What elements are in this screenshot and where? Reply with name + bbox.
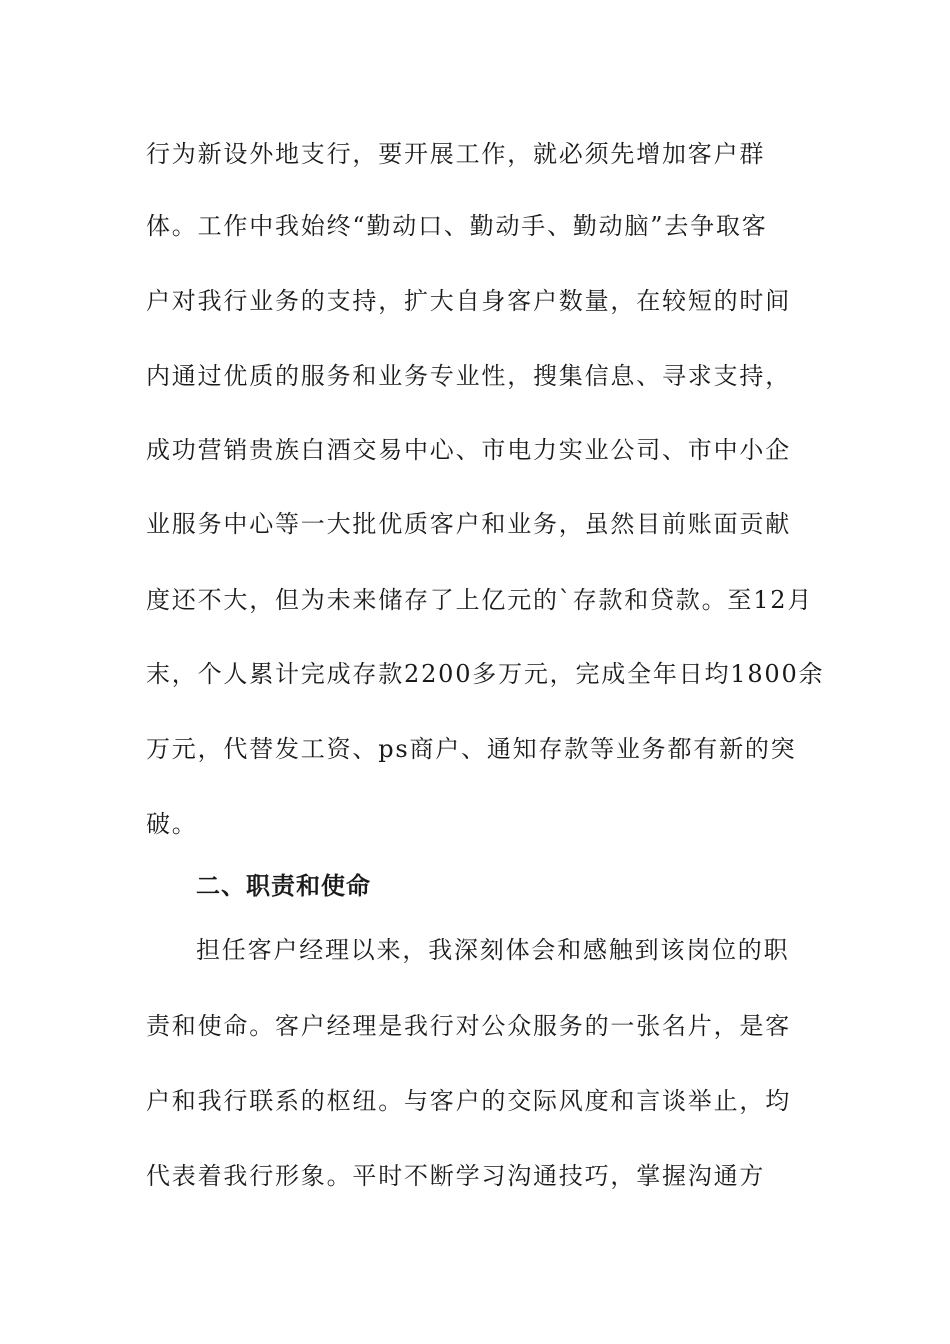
paragraph-line: 末，个人累计完成存款2200多万元，完成全年日均1800余: [146, 660, 825, 688]
paragraph-line: 体。工作中我始终“勤动口、勤动手、勤动脑”去争取客: [146, 212, 768, 240]
paragraph-line: 度还不大，但为未来储存了上亿元的`存款和贷款。至12月: [146, 586, 814, 614]
section-heading: 二、职责和使命: [196, 872, 371, 900]
paragraph-line: 代表着我行形象。平时不断学习沟通技巧，掌握沟通方: [146, 1162, 766, 1190]
paragraph-line: 破。: [146, 810, 198, 838]
paragraph-line: 户和我行联系的枢纽。与客户的交际风度和言谈举止，均: [146, 1087, 791, 1115]
paragraph-line: 万元，代替发工资、ps商户、通知存款等业务都有新的突: [146, 735, 797, 763]
paragraph-line: 户对我行业务的支持，扩大自身客户数量，在较短的时间: [146, 287, 791, 315]
paragraph-line: 业服务中心等一大批优质客户和业务，虽然目前账面贡献: [146, 510, 791, 538]
paragraph-line: 行为新设外地支行，要开展工作，就必须先增加客户群: [146, 140, 766, 168]
paragraph-line: 责和使命。客户经理是我行对公众服务的一张名片，是客: [146, 1012, 791, 1040]
paragraph-line: 内通过优质的服务和业务专业性，搜集信息、寻求支持，: [146, 362, 791, 390]
paragraph-line: 成功营销贵族白酒交易中心、市电力实业公司、市中小企: [146, 436, 791, 464]
paragraph-line: 担任客户经理以来，我深刻体会和感触到该岗位的职: [196, 936, 790, 964]
